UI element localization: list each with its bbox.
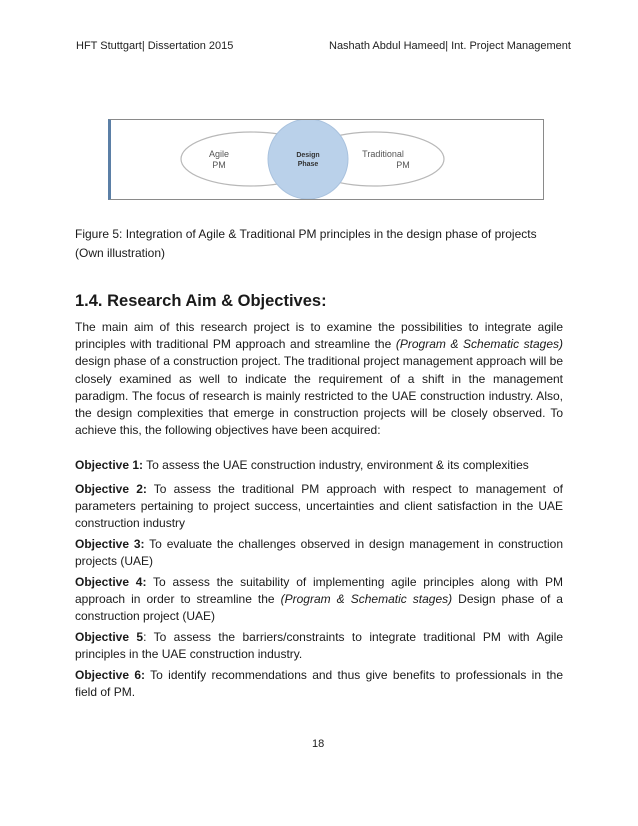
header-right: Nashath Abdul Hameed| Int. Project Management [329, 40, 571, 52]
agile-label-1: Agile [208, 149, 230, 159]
objective-2-label: Objective 2: [75, 482, 147, 496]
objective-6-text: To identify recommendations and thus give benefits to professionals in the field of PM. [75, 668, 563, 700]
objective-2 [75, 481, 563, 533]
venn-diagram [111, 120, 540, 199]
page-number: 18 [312, 738, 325, 750]
figure-caption [75, 225, 565, 263]
objective-3-label: Objective 3: [75, 537, 145, 551]
caption-line-2: (Own illustration) [75, 246, 166, 260]
intro-text-2: design phase of a construction project. The traditional project management approach will be closely examined as well to indicate the requirement of a shift in the management paradigm. The focus of research is mainly restricted to the UAE construction industry. Also, the design complexities that emerge in construction projects will be closely observed. To achieve this, the following objectives have been acquired: [75, 354, 563, 438]
objective-4-text-a: To assess the suitability of implementing agile principles along with PM approach in order to streamline the [75, 575, 564, 607]
objective-1-label: Objective 1: [75, 458, 144, 472]
objective-5-label: Objective 5 [75, 630, 144, 644]
intro-paragraph [75, 319, 563, 439]
design-label-2: Phase [297, 161, 319, 168]
objective-1-text: To assess the UAE construction industry, environment & its complexities [143, 458, 529, 472]
objective-1 [75, 457, 563, 474]
traditional-label-2: PM [396, 160, 410, 170]
objective-2-text: To assess the traditional PM approach with respect to management of parameters pertaining to project success, uncertainties and client satisfaction in the UAE construction industry [75, 482, 563, 531]
objective-5 [75, 629, 563, 663]
agile-label-2: PM [212, 160, 226, 170]
intro-text-1: The main aim of this research project is to examine the possibilities to integrate agile principles with traditional PM approach and streamline the [75, 320, 563, 352]
caption-line-1: Figure 5: Integration of Agile & Traditional PM principles in the design phase of projects [75, 227, 537, 241]
objective-4-italic: (Program & Schematic stages) [280, 592, 453, 607]
objective-4 [75, 574, 563, 626]
objective-3 [75, 536, 563, 570]
objective-4-label: Objective 4: [75, 575, 147, 589]
header-left: HFT Stuttgart| Dissertation 2015 [76, 40, 234, 52]
objective-6-label: Objective 6: [75, 668, 146, 682]
objective-6 [75, 667, 563, 701]
objective-3-text: To evaluate the challenges observed in design management in construction projects (UAE) [75, 537, 564, 569]
traditional-label-1: Traditional [362, 149, 404, 159]
design-label-1: Design [296, 152, 320, 159]
design-phase-circle [268, 120, 348, 199]
section-title: 1.4. Research Aim & Objectives: [75, 292, 327, 310]
objective-5-text: : To assess the barriers/constraints to integrate traditional PM with Agile principles in the UAE construction industry. [75, 630, 563, 662]
objective-4-text-b: Design phase of a construction project (UAE) [75, 592, 563, 624]
venn-figure [108, 119, 544, 200]
intro-italic: (Program & Schematic stages) [395, 337, 564, 352]
